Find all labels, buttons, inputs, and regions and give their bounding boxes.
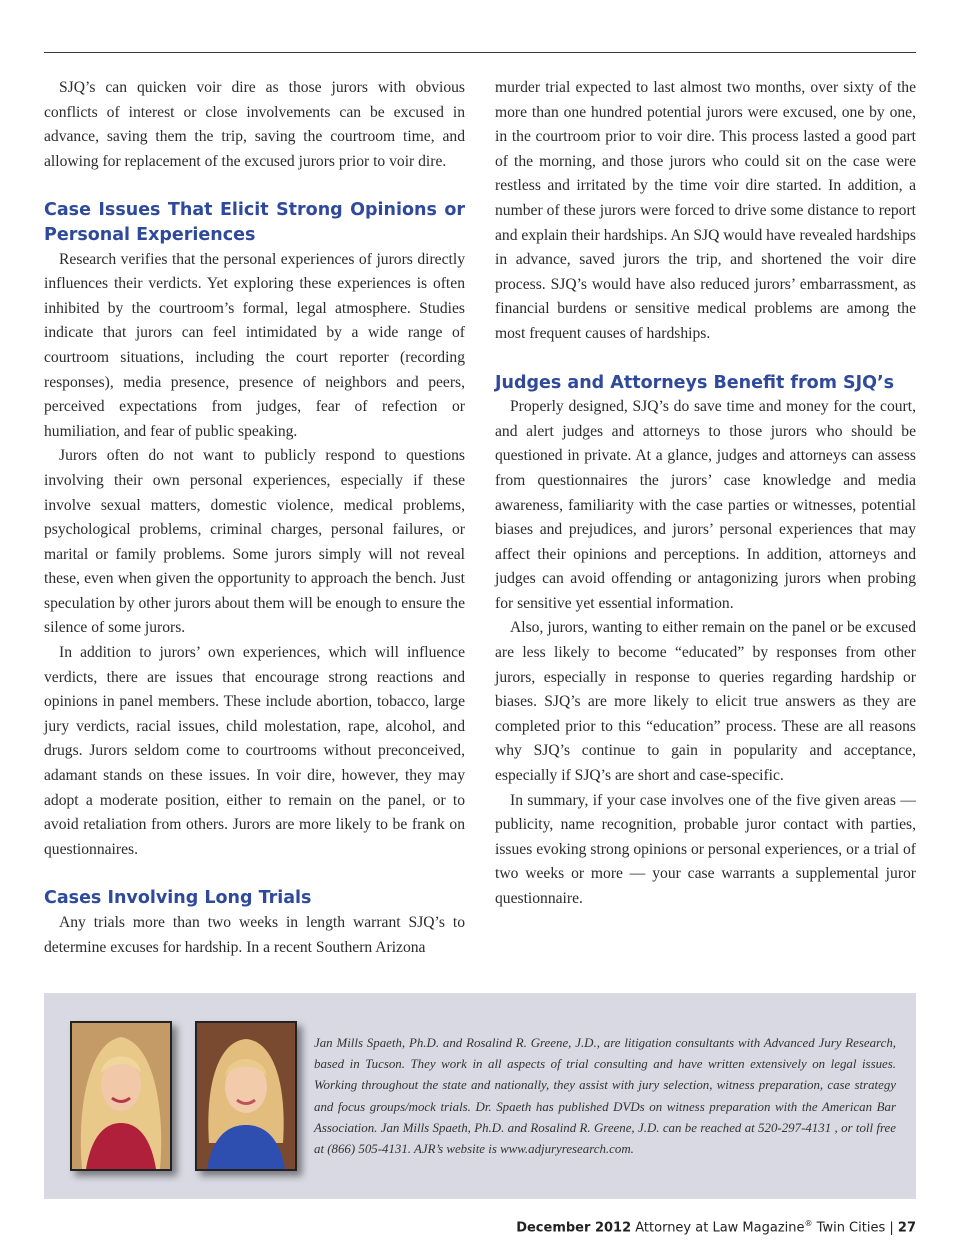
top-rule	[44, 52, 916, 53]
heading-long-trials: Cases Involving Long Trials	[44, 888, 312, 909]
footer-separator: |	[889, 1220, 894, 1236]
author-bio-text: Jan Mills Spaeth, Ph.D. and Rosalind R. Greene, J.D., are litigation consultants with Advanced Jury Research, based in Tucson. They work in all aspects of trial consulting and have written extensively on legal issues. Working throughout the state and nationally, they assist with jury selection, witness preparation, case strategy and focus groups/mock trials. Dr. Spaeth has published DVDs on witness preparation with the American Bar Association. Jan Mills Spaeth, Ph.D. and Rosalind R. Greene, J.D. can be reached at 520-297-4131 , or toll free at (866) 505-4131. AJR’s website is www.adjuryresearch.com.	[314, 1036, 896, 1157]
footer-magazine: Attorney at Law Magazine	[635, 1220, 805, 1236]
left-column	[44, 76, 465, 960]
right-paragraph-1: murder trial expected to last almost two months, over sixty of the more than one hundred potential jurors were excused, one by one, in the courtroom prior to voir dire. This process lasted a good part of the morning, and those jurors who could sit on the case were restless and irritated by the time voir dire started. In addition, a number of these jurors were forced to drive some distance to report and explain their hardships. An SJQ would have revealed hardships in advance, saved jurors the trip, and shortened the voir dire process. SJQ’s would have also reduced jurors’ embarrassment, as financial burdens or sensitive medical problems are among the most frequent causes of hardships.	[495, 79, 916, 342]
spacer	[495, 347, 916, 371]
right-column	[495, 76, 916, 912]
heading-judges-attorneys: Judges and Attorneys Benefit from SJQ’s	[495, 372, 895, 393]
author-photo-greene	[195, 1021, 297, 1171]
spacer	[44, 862, 465, 886]
left-paragraph-2: Research verifies that the personal experiences of jurors directly influences their verdicts. Yet exploring these experiences is often inhibited by the courtroom’s formal, legal atmosphere. Studies indicate that jurors can feel intimidated by a wide range of courtroom situations, including the court reporter (recording responses), media presence, presence of neighbors and peers, perceived expectations from judges, fear of refection or humiliation, and fear of public speaking.	[44, 250, 465, 440]
author-bio-box	[44, 993, 916, 1199]
left-paragraph-5: Any trials more than two weeks in length warrant SJQ’s to determine excuses for hardship. In a recent Southern Arizona	[44, 914, 465, 956]
left-paragraph-3: Jurors often do not want to publicly respond to questions involving their own personal experiences, especially if these involve sexual matters, domestic violence, medical problems, psychological problems, criminal charges, personal failures, or marital or family problems. Some jurors simply will not reveal these, even when given the opportunity to approach the bench. Just speculation by other jurors about them will be enough to ensure the silence of some jurors.	[44, 447, 465, 637]
spacer	[44, 174, 465, 198]
heading-case-issues: Case Issues That Elicit Strong Opinions or Personal Experiences	[44, 200, 465, 245]
footer-date: December 2012	[516, 1220, 632, 1236]
footer-edition: Twin Cities	[816, 1220, 886, 1236]
left-paragraph-1: SJQ’s can quicken voir dire as those jurors with obvious conflicts of interest or close involvements can be excused in advance, saving them the trip, saving the courtroom time, and allowing for replacement of the excused jurors prior to voir dire.	[44, 79, 465, 170]
right-paragraph-3: Also, jurors, wanting to either remain on the panel or be excused are less likely to become “educated” by responses from other jurors, especially in response to queries regarding hardship or biases. SJQ’s are more likely to elicit true answers as they are completed prior to this “education” process. These are all reasons why SJQ’s continue to gain in popularity and acceptance, especially if SJQ’s are short and case-specific.	[495, 619, 916, 785]
right-paragraph-4: In summary, if your case involves one of the five given areas — publicity, name recognition, probable juror contact with parties, issues evoking strong opinions or personal experiences, or a trial of two weeks or more — your case warrants a supplemental juror questionnaire.	[495, 791, 916, 907]
page-footer	[516, 1219, 916, 1235]
footer-page-number: 27	[897, 1220, 916, 1236]
right-paragraph-2: Properly designed, SJQ’s do save time and money for the court, and alert judges and attorneys to those jurors who should be questioned in private. At a glance, judges and attorneys can assess from questionnaires the jurors’ case knowledge and media awareness, familiarity with the case parties or witnesses, potential biases and prejudices, and jurors’ personal experiences that may affect their opinions and perceptions. In addition, attorneys and judges can avoid offending or antagonizing jurors when probing for sensitive yet essential information.	[495, 398, 916, 612]
footer-registered-mark: ®	[804, 1219, 813, 1228]
left-paragraph-4: In addition to jurors’ own experiences, which will influence verdicts, there are issues that encourage strong reactions and opinions in panel members. These include abortion, tobacco, large jury verdicts, racial issues, child molestation, rape, alcohol, and drugs. Jurors seldom come to courtrooms without preconceived, adamant stands on these issues. In voir dire, however, they may adopt a moderate position, either to remain on the panel, or to avoid retaliation from others. Jurors are more likely to be frank on questionnaires.	[44, 644, 465, 858]
author-photo-spaeth	[70, 1021, 172, 1171]
